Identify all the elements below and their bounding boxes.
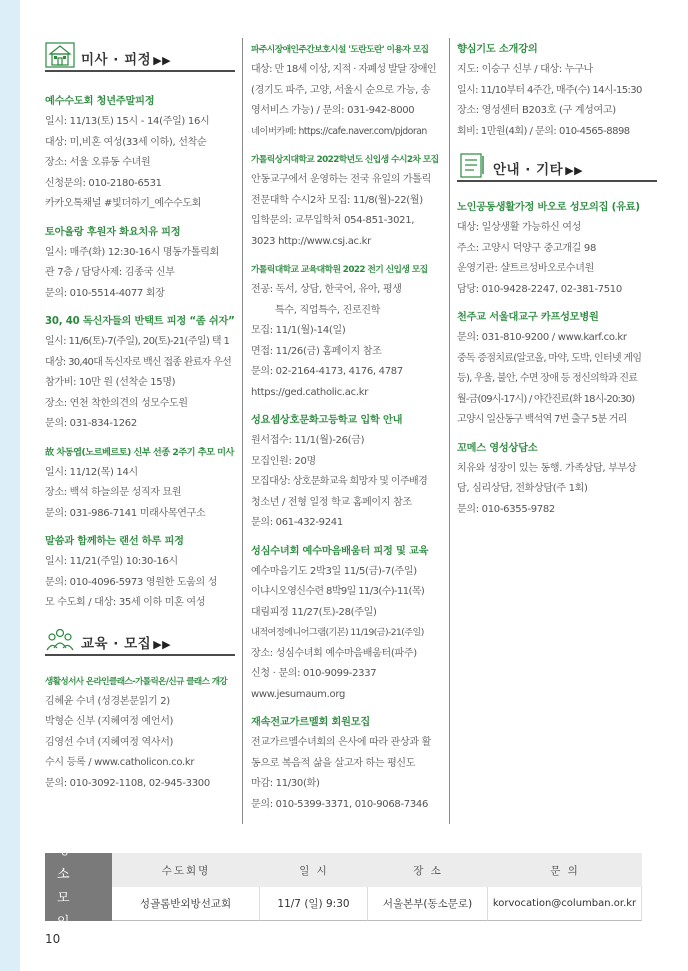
item-text: 예수마음기도 2박3일 11/5(금)-7(주일)	[251, 565, 417, 577]
item-text: 대상: 미,비혼 여성(33세 이하), 선착순	[45, 136, 207, 148]
table-grid	[112, 853, 642, 921]
item-heading: 예수수도회 청년주말피정	[45, 96, 155, 107]
item-text: 장소: 영성센터 B203호 (구 계성여고)	[457, 105, 616, 116]
notepad-icon	[457, 152, 487, 178]
item-text: 원서접수: 11/1(월)-26(금)	[251, 435, 365, 446]
item-text: 이냐시오영신수련 8박9일 11/3(수)-11(목)	[251, 586, 425, 597]
item-text: 등), 우울, 불안, 수면 장애 등 정신의학과 진료	[457, 373, 638, 384]
table-cell: 성골롬반외방선교회	[112, 887, 260, 921]
item-text: 담당: 010-9428-2247, 02-381-7510	[457, 283, 622, 295]
item-text: www.jesumaum.org	[251, 688, 346, 700]
page-number: 10	[45, 932, 61, 946]
item-heading: 꼬메스 영성상담소	[457, 442, 538, 454]
item-text: 문의: 010-4096-5973 영원한 도움의 성	[45, 576, 218, 588]
item-text: 치유와 성장이 있는 동행. 가족상담, 부부상	[457, 462, 637, 474]
table-cell: 서울본부(동소문로)	[368, 887, 488, 921]
item-text: 장소: 성심수녀회 예수마음배움터(파주)	[251, 647, 417, 659]
church-icon	[45, 42, 75, 68]
item-text: 주소: 고양시 덕양구 중고개길 98	[457, 242, 597, 254]
table-cell: 11/7 (일) 9:30	[260, 887, 368, 921]
column-right	[457, 40, 657, 520]
section-title: 안내 · 기타 ▶▶	[493, 162, 584, 178]
item-text: 일시: 11/10부터 4주간, 매주(수) 14시-15:30	[457, 84, 642, 96]
item-heading: 가톨릭상지대학교 2022학년도 신입생 수시2차 모집	[251, 155, 439, 165]
column-middle	[251, 40, 445, 815]
item-text: 월-금(09시-17시) / 야간진료(화 18시-20:30)	[457, 393, 635, 405]
item-text: 신청문의: 010-2180-6531	[45, 177, 162, 189]
item-text: 문의: 010-6355-9782	[457, 503, 555, 515]
item-text: 대상: 30,40대 독신자로 백신 접종 완료자 우선	[45, 356, 232, 368]
item-text: 입학문의: 교무입학처 054-851-3021,	[251, 215, 415, 226]
column-left	[45, 38, 235, 794]
item-text: 내적여정에니어그램(기본) 11/19(금)-21(주일)	[251, 627, 424, 638]
item-text: 김영선 수녀 (지혜여정 역사서)	[45, 736, 174, 748]
table-header: 일 시	[260, 853, 368, 887]
section-header-guide	[457, 148, 657, 182]
section-title: 교육 · 모집 ▶▶	[81, 635, 172, 652]
item-text: 문의: 010-5514-4077 회장	[45, 287, 165, 299]
table-header: 수도회명	[112, 853, 260, 887]
item-text: 김혜윤 수녀 (성경본문읽기 2)	[45, 695, 170, 707]
item-text: (경기도 파주, 고양, 서울시 순으로 가능, 송	[251, 84, 431, 96]
item-heading: 말씀과 함께하는 랜선 하루 피정	[45, 536, 184, 547]
item-text: 동으로 복음적 삶을 살고자 하는 평신도	[251, 757, 416, 769]
item-text: 중독 증점치료(알코올, 마약, 도박, 인터넷 게임	[457, 352, 642, 364]
left-color-band	[0, 0, 20, 971]
item-text: 장소: 백석 하늘의문 성직자 묘원	[45, 487, 182, 498]
item-text: 운영기관: 샬트르성바오로수녀원	[457, 263, 594, 274]
column-divider	[242, 38, 243, 824]
table-label: 성 소 모 임	[45, 853, 112, 921]
item-heading: 30, 40 독신자들의 반택트 피정 “좀 쉬자”	[45, 316, 235, 327]
item-text: 문의: 031-834-1262	[45, 418, 137, 429]
item-text: 문의: 031-986-7141 미래사목연구소	[45, 507, 206, 519]
item-text: 대림피정 11/27(토)-28(주일)	[251, 606, 377, 618]
item-heading: 재속전교가르멜회 회원모집	[251, 717, 371, 728]
item-text: 일시: 11/21(주일) 10:30-16시	[45, 556, 178, 567]
item-text: 전공: 독서, 상담, 한국어, 유아, 평생	[251, 284, 402, 295]
item-heading: 파주시장애인주간보호시설 '도란도란' 이용자 모집	[251, 45, 429, 55]
item-heading: 토아올랑 후원자 화요치유 피정	[45, 226, 181, 238]
item-text: 안동교구에서 운영하는 전국 유일의 가톨릭	[251, 174, 431, 185]
item-text: 지도: 이승구 신부 / 대상: 누구나	[457, 64, 593, 75]
item-text: https://ged.catholic.ac.kr	[251, 386, 369, 398]
item-text: 문의: 010-5399-3371, 010-9068-7346	[251, 798, 429, 810]
item-text: 3023 http://www.csj.ac.kr	[251, 235, 371, 247]
item-text: 문의: 061-432-9241	[251, 517, 343, 528]
item-text: 신청 · 문의: 010-9099-2337	[251, 668, 377, 679]
item-text: 일시: 11/12(목) 14시	[45, 466, 138, 478]
item-text: 문의: 010-3092-1108, 02-945-3300	[45, 777, 210, 789]
item-heading: 故 차동엽(노르베르토) 신부 선종 2주기 추모 미사	[45, 446, 234, 458]
item-text: 문의: 02-2164-4173, 4176, 4787	[251, 366, 403, 377]
item-heading: 노인공동생활가정 바오로 성모의집 (유료)	[457, 202, 640, 213]
item-text: 모집인원: 20명	[251, 455, 316, 467]
item-text: 면접: 11/26(금) 홈페이지 참조	[251, 345, 382, 357]
item-text: 일시: 11/13(토) 15시 - 14(주일) 16시	[45, 116, 210, 127]
item-text: 참가비: 10만 원 (선착순 15명)	[45, 377, 176, 388]
arrow-icon: ▶▶	[153, 54, 172, 67]
item-text: 전교가르멜수녀회의 은사에 따라 관상과 활	[251, 737, 431, 748]
table-cell: korvocation@columban.or.kr	[488, 887, 642, 921]
item-text: 수시 등록 / www.catholicon.co.kr	[45, 757, 195, 768]
item-heading: 향심기도 소개강의	[457, 44, 538, 55]
item-text: 모집: 11/1(월)-14(일)	[251, 325, 346, 336]
column-divider	[449, 38, 450, 824]
section-header-edu	[45, 622, 235, 656]
vocation-gathering-table	[45, 843, 642, 930]
item-text: 영서비스 가능) / 문의: 031-942-8000	[251, 105, 415, 116]
item-heading: 성요셉상호문화고등학교 입학 안내	[251, 415, 403, 426]
item-text: 관 7층 / 담당사제: 김종국 신부	[45, 267, 175, 278]
item-text: 문의: 031-810-9200 / www.karf.co.kr	[457, 332, 627, 343]
item-heading: 가톨릭대학교 교육대학원 2022 전기 신입생 모집	[251, 265, 428, 275]
item-text: 카카오톡채널 #빛더하기_예수수도회	[45, 198, 202, 209]
item-text: 모집대상: 상호문화교육 희망자 및 이주배경	[251, 476, 428, 487]
item-heading: 성심수녀회 예수마음배움터 피정 및 교육	[251, 545, 429, 557]
arrow-icon: ▶▶	[565, 164, 584, 177]
item-text: 전문대학 수시2차 모집: 11/8(월)-22(월)	[251, 194, 423, 206]
item-text: 장소: 연천 착한의견의 성모수도원	[45, 397, 188, 409]
item-text: 장소: 서울 오류동 수녀원	[45, 157, 151, 168]
people-icon	[45, 626, 75, 652]
item-text: 담, 심리상담, 전화상담(주 1회)	[457, 483, 588, 494]
item-text: 네이버카페: https://cafe.naver.com/pjdoran	[251, 125, 427, 137]
item-heading: 천주교 서울대교구 카프성모병원	[457, 312, 599, 323]
item-text: 대상: 만 18세 이상, 지적 · 자폐성 발달 장애인	[251, 64, 437, 75]
item-text: 일시: 11/6(토)-7(주일), 20(토)-21(주일) 택 1	[45, 336, 230, 347]
item-text: 모 수도회 / 대상: 35세 이하 미혼 여성	[45, 597, 206, 608]
item-text: 회비: 1만원(4회) / 문의: 010-4565-8898	[457, 125, 630, 137]
section-header-mass	[45, 38, 235, 72]
item-text: 일시: 매주(화) 12:30-16시 명동가톨릭회	[45, 246, 219, 258]
item-text: 마감: 11/30(화)	[251, 778, 320, 789]
table-header: 문 의	[488, 853, 642, 887]
item-text: 특수, 직업특수, 진로진학	[275, 304, 381, 316]
table-header: 장 소	[368, 853, 488, 887]
section-title: 미사 · 피정 ▶▶	[81, 52, 172, 68]
arrow-icon: ▶▶	[153, 637, 172, 651]
item-text: 대상: 일상생활 가능하신 여성	[457, 222, 582, 233]
item-text: 고양시 일산동구 백석역 7번 출구 5분 거리	[457, 414, 627, 425]
item-text: 박형순 신부 (지혜여정 예언서)	[45, 716, 174, 727]
item-heading: 생활성서사 온라인클래스-가톨릭온/신규 클래스 개강	[45, 676, 228, 687]
item-text: 청소년 / 전형 일정 학교 홈페이지 참조	[251, 496, 412, 508]
